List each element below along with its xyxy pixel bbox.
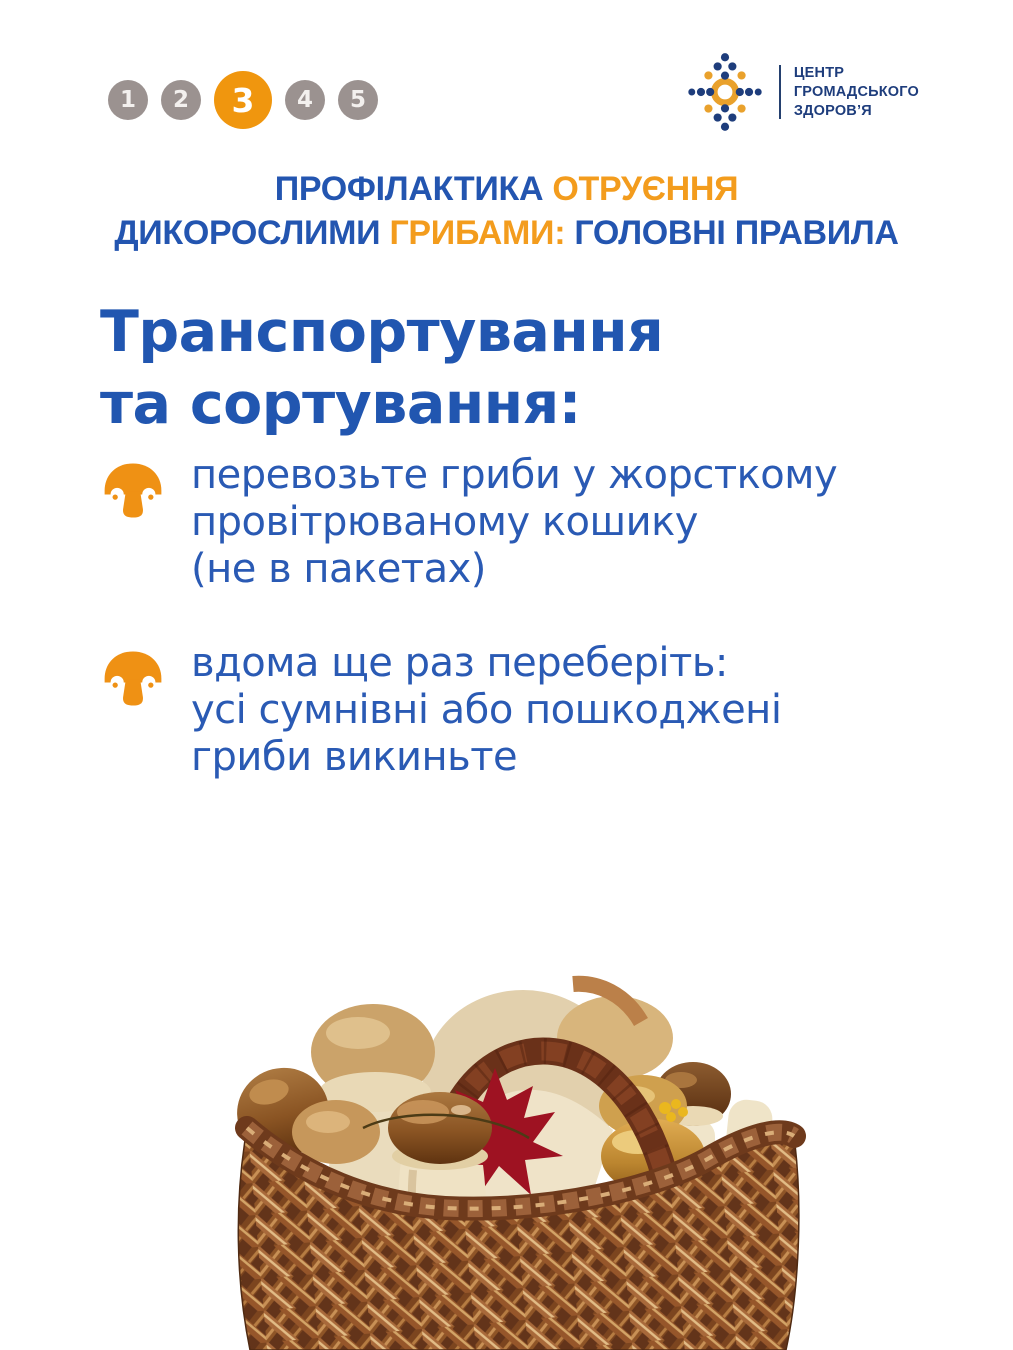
bullet-text-line: (не в пакетах) xyxy=(191,546,486,592)
mushroom-basket-photo xyxy=(233,960,807,1350)
poster-title xyxy=(0,167,1013,255)
page-indicator-1: 1 xyxy=(108,80,148,120)
logo-line-3: ЗДОРОВ’Я xyxy=(793,102,872,119)
page-indicator xyxy=(108,71,378,129)
logo-line-2: ГРОМАДСЬКОГО xyxy=(793,83,919,100)
page-indicator-5: 5 xyxy=(338,80,378,120)
title-segment: ГРИБАМИ: xyxy=(389,214,575,252)
logo-wordmark xyxy=(794,64,919,121)
bullet-item xyxy=(100,640,781,781)
bullet-text-line: провітрюваному кошику xyxy=(191,499,698,545)
page-indicator-2: 2 xyxy=(161,80,201,120)
title-segment: ПРОФІЛАКТИКА xyxy=(274,170,553,208)
section-heading-line-2: та сортування: xyxy=(100,371,581,437)
title-segment: ДИКОРОСЛИМИ xyxy=(114,214,390,252)
logo-divider xyxy=(779,65,781,119)
bullet-text-line: гриби викиньте xyxy=(191,734,518,780)
bullet-text-line: вдома ще раз переберіть: xyxy=(191,640,728,686)
page-indicator-3-active: 3 xyxy=(214,71,272,129)
mushroom-basket-illustration xyxy=(233,960,807,1350)
mushroom-icon xyxy=(100,648,166,709)
mushroom-icon xyxy=(100,460,166,521)
section-heading-line-1: Транспортування xyxy=(100,299,664,365)
bullet-text-line: перевозьте гриби у жорсткому xyxy=(191,452,838,498)
page-indicator-4: 4 xyxy=(285,80,325,120)
bullet-text xyxy=(191,640,781,781)
bullet-item xyxy=(100,452,837,593)
section-heading xyxy=(100,296,663,440)
bullet-text xyxy=(191,452,837,593)
title-segment: ОТРУЄННЯ xyxy=(552,170,739,208)
phc-logo-mark-icon xyxy=(679,46,771,138)
logo-line-1: ЦЕНТР xyxy=(793,64,845,81)
phc-logo xyxy=(679,46,919,138)
title-segment: ГОЛОВНІ ПРАВИЛА xyxy=(574,214,899,252)
title-line-1 xyxy=(0,167,1013,211)
title-line-2 xyxy=(0,211,1013,255)
bullet-text-line: усі сумнівні або пошкоджені xyxy=(191,687,782,733)
